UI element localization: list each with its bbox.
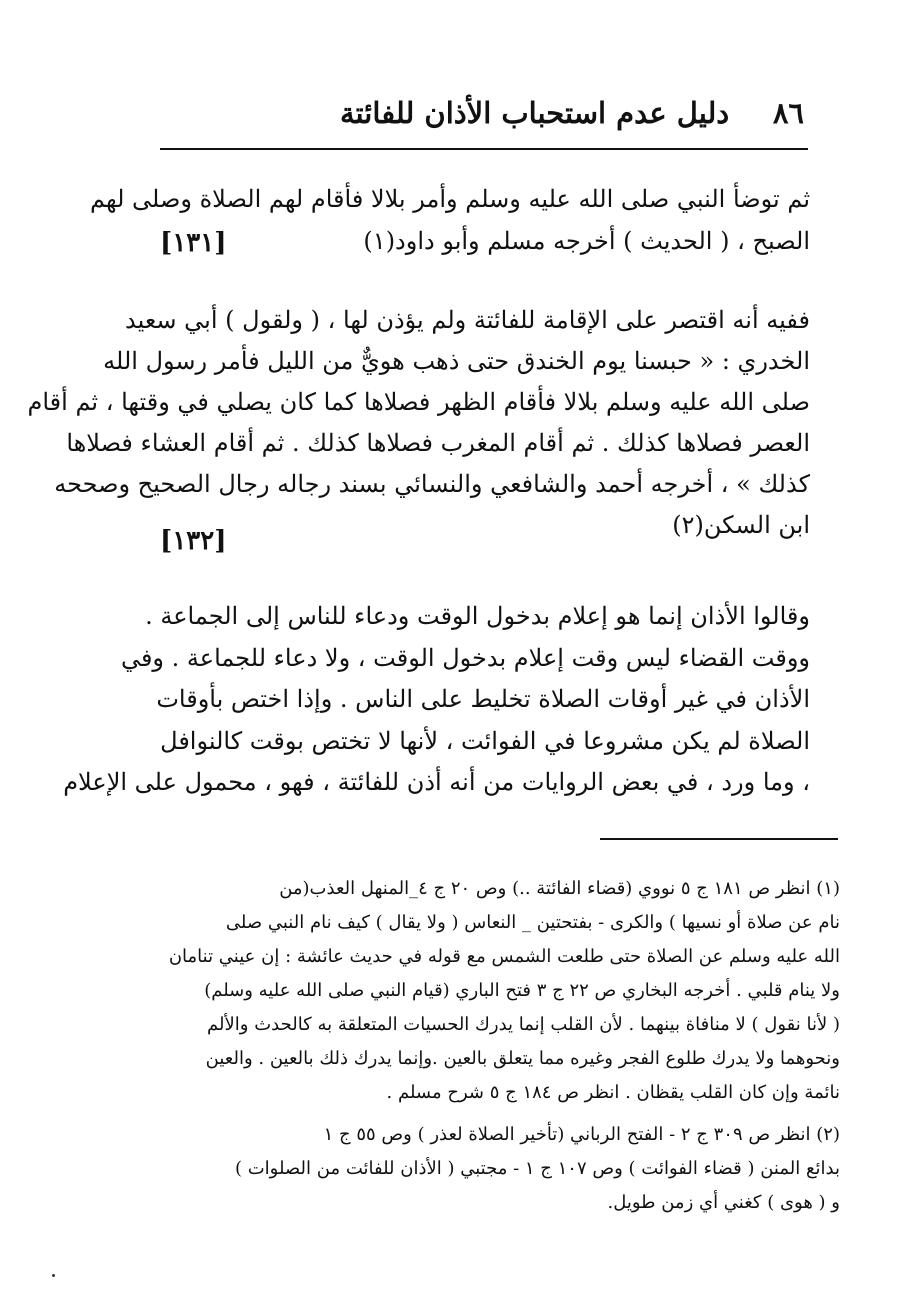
footnote-line: نام عن صلاة أو نسيها ) والكرى - بفتحتين _ النعاس ( ولا يقال ) كيف نام النبي صلى <box>225 912 840 933</box>
paragraph-1 <box>90 178 810 262</box>
text-line: الصبح ، ( الحديث ) أخرجه مسلم وأبو داود(١) <box>363 227 810 255</box>
header-title: دليل عدم استحباب الأذان للفائتة <box>340 96 730 130</box>
text-line: ثم توضأ النبي صلى الله عليه وسلم وأمر بلالا فأقام لهم الصلاة وصلى لهم <box>90 185 810 213</box>
text-line: الخدري : « حبسنا يوم الخندق حتى ذهب هويٌّ من الليل فأمر رسول الله <box>103 347 810 375</box>
hadith-reference-number: [١٣٢] <box>160 526 227 556</box>
footnote-line: و ( هوى ) كغني أي زمن طويل. <box>607 1192 840 1213</box>
footnote-1 <box>160 872 840 1110</box>
text-line: العصر فصلاها كذلك . ثم أقام المغرب فصلاها كذلك . ثم أقام العشاء فصلاها <box>66 429 810 457</box>
scan-speck <box>52 1274 55 1277</box>
text-line: كذلك » ، أخرجه أحمد والشافعي والنسائي بسند رجاله رجال الصحيح وصححه <box>54 470 810 498</box>
footnote-divider <box>600 838 838 840</box>
paragraph-3 <box>63 596 810 804</box>
header-divider <box>160 148 808 150</box>
text-line: ابن السكن(٢) <box>672 511 810 539</box>
footnote-line: الله عليه وسلم عن الصلاة حتى طلعت الشمس مع قوله في حديث عائشة : إن عيني تنامان <box>168 946 840 967</box>
footnote-line: ونحوهما ولا يدرك طلوع الفجر وغيره مما يتعلق بالعين .وإنما يدرك ذلك بالعين . والعين <box>205 1048 840 1069</box>
text-line: ففيه أنه اقتصر على الإقامة للفائتة ولم يؤذن لها ، ( ولقول ) أبي سعيد <box>125 306 810 334</box>
hadith-reference-number: [١٣١] <box>160 228 227 258</box>
text-line: ، وما ورد ، في بعض الروايات من أنه أذن للفائتة ، فهو ، محمول على الإعلام <box>63 768 810 796</box>
footnote-line: نائمة وإن كان القلب يقظان . انظر ص ١٨٤ ج ٥ شرح مسلم . <box>386 1082 840 1103</box>
page-number: ٨٦ <box>772 96 804 130</box>
running-header <box>160 92 804 142</box>
footnote-2 <box>160 1118 840 1220</box>
text-line: وقالوا الأذان إنما هو إعلام بدخول الوقت ودعاء للناس إلى الجماعة . <box>145 602 810 630</box>
text-line: الصلاة لم يكن مشروعا في الفوائت ، لأنها لا تختص بوقت كالنوافل <box>160 726 810 755</box>
footnote-line: (١) انظر ص ١٨١ ج ٥ نووي (قضاء الفائتة ..) وص ٢٠ ج ٤_المنهل العذب(من <box>279 878 840 899</box>
footnote-line: بدائع المنن ( قضاء الفوائت ) وص ١٠٧ ج ١ - مجتبي ( الأذان للفائت من الصلوات ) <box>234 1158 840 1179</box>
footnote-line: (٢) انظر ص ٣٠٩ ج ٢ - الفتح الرباني (تأخير الصلاة لعذر ) وص ٥٥ ج ١ <box>323 1124 840 1145</box>
text-line: الأذان في غير أوقات الصلاة تخليط على الناس . وإذا اختص بأوقات <box>156 685 810 713</box>
footnote-line: ( لأنا نقول ) لا منافاة بينهما . لأن القلب إنما يدرك الحسيات المتعلقة به كالحدث والألم <box>207 1014 840 1035</box>
paragraph-2 <box>27 300 810 546</box>
text-line: صلى الله عليه وسلم بلالا فأقام الظهر فصلاها كما كان يصلي في وقتها ، ثم أقام <box>27 388 810 416</box>
footnote-line: ولا ينام قلبي . أخرجه البخاري ص ٢٢ ج ٣ فتح الباري (قيام النبي صلى الله عليه وسلم) <box>204 980 840 1001</box>
text-line: ووقت القضاء ليس وقت إعلام بدخول الوقت ، ولا دعاء للجماعة . وفي <box>120 643 810 672</box>
footnotes <box>160 872 840 1228</box>
